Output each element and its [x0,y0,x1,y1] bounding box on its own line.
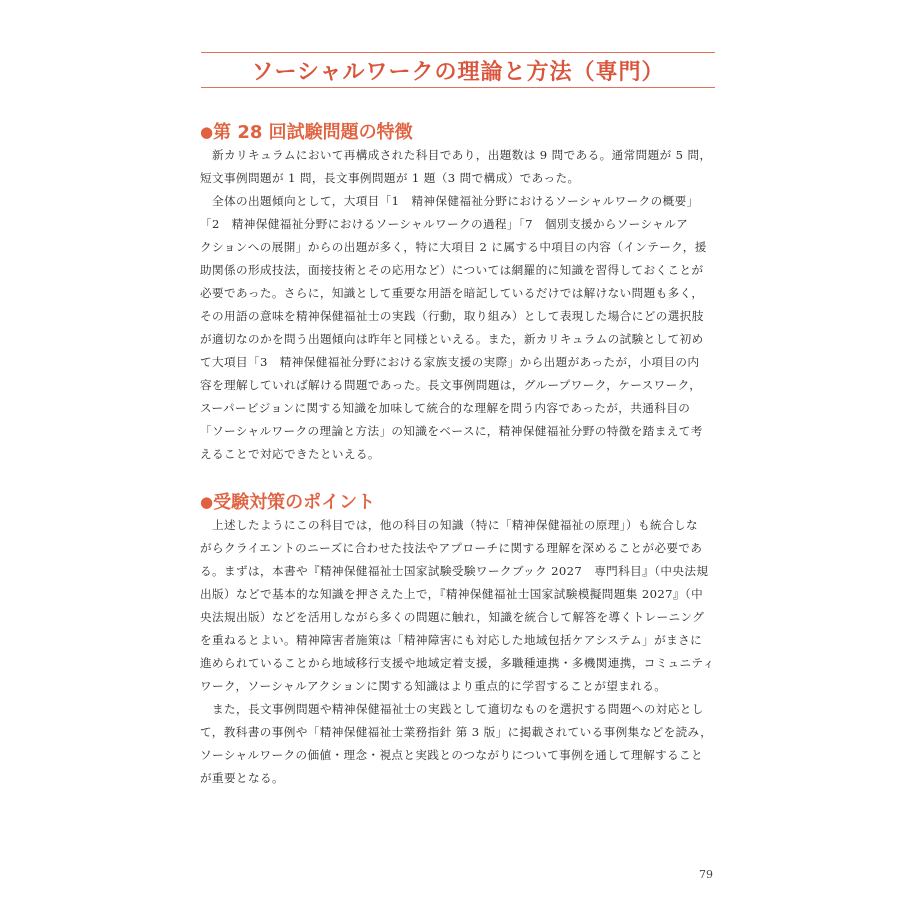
section-heading-exam-features [200,118,413,144]
body-line: 容を理解していれば解ける問題であった。長文事例問題は，グループワーク，ケースワーク， [200,378,702,392]
body-line: 短文事例問題が 1 問，長文事例問題が 1 題（3 問で構成）であった。 [200,171,580,185]
body-line: 新カリキュラムにおいて再構成された科目であり，出題数は 9 問である。通常問題が 5 問， [200,148,712,162]
body-line: 進められていることから地域移行支援や地域定着支援，多職種連携・多機関連携，コミュニティ [200,656,715,670]
page-title: ソーシャルワークの理論と方法（専門） [251,59,665,85]
body-line: て大項目「3 精神保健福祉分野における家族支援の実際」から出題があったが，小項目の内 [200,355,700,369]
body-line: 必要であった。さらに，知識として重要な用語を暗記しているだけでは解けない問題も多く， [200,286,704,300]
section-body-study-points [200,514,720,790]
body-line: を重ねるとよい。精神障害者施策は「精神障害にも対応した地域包括ケアシステム」がまさに [200,633,703,647]
body-line: また，長文事例問題や精神保健福祉士の実践として適切なものを選択する問題への対応とし [200,702,704,716]
body-line: 全体の出題傾向として，大項目「1 精神保健福祉分野におけるソーシャルワークの概要」 [200,194,699,208]
body-line: が適切なのかを問う出題傾向は昨年と同様といえる。また，新カリキュラムの試験として初め [200,332,704,346]
body-line: スーパービジョンに関する知識を加味して統合的な理解を問う内容であったが，共通科目の [200,401,691,415]
page-title-banner [201,52,715,88]
body-line: 出版）などで基本的な知識を押さえた上で，『精神保健福祉士国家試験模擬問題集 2027』（中 [200,587,704,601]
section-heading-text: 第 28 回試験問題の特徴 [213,122,413,143]
body-line: その用語の意味を精神保健福祉士の実践（行動，取り組み）として表現した場合にどの選択肢 [200,309,704,323]
body-line: る。まずは，本書や『精神保健福祉士国家試験受験ワークブック 2027 専門科目』（中央法規 [200,564,709,578]
page-number: 79 [699,868,713,881]
section-heading-text: 受験対策のポイント [213,492,376,513]
section-body-exam-features [200,144,720,466]
body-line: 央法規出版）などを活用しながら多くの問題に触れ，知識を統合して解答を導くトレーニング [200,610,705,624]
body-line: えることで対応できたといえる。 [200,447,380,461]
bullet-icon: ● [200,493,214,511]
body-line: クションへの展開」からの出題が多く，特に大項目 2 に属する中項目の内容（インテーク，援 [200,240,707,254]
section-heading-study-points [200,488,375,514]
body-line: 「2 精神保健福祉分野におけるソーシャルワークの過程」「7 個別支援からソーシャルア [200,217,689,231]
bullet-icon: ● [200,123,214,141]
body-line: がらクライエントのニーズに合わせた技法やアプローチに関する理解を深めることが必要であ [200,541,703,555]
body-line: が重要となる。 [200,771,284,785]
body-line: 「ソーシャルワークの理論と方法」の知識をベースに，精神保健福祉分野の特徴を踏まえて考 [200,424,703,438]
body-line: て，教科書の事例や「精神保健福祉士業務指針 第 3 版」に掲載されている事例集などを読み， [200,725,713,739]
body-line: ワーク，ソーシャルアクションに関する知識はより重点的に学習することが望まれる。 [200,679,667,693]
body-line: 助関係の形成技法，面接技術とその応用など）については網羅的に知識を習得しておくことが [200,263,704,277]
body-line: 上述したようにこの科目では，他の科目の知識（特に「精神保健福祉の原理」）も統合しな [200,518,698,532]
body-line: ソーシャルワークの価値・理念・視点と実践とのつながりについて事例を通して理解すること [200,748,704,762]
